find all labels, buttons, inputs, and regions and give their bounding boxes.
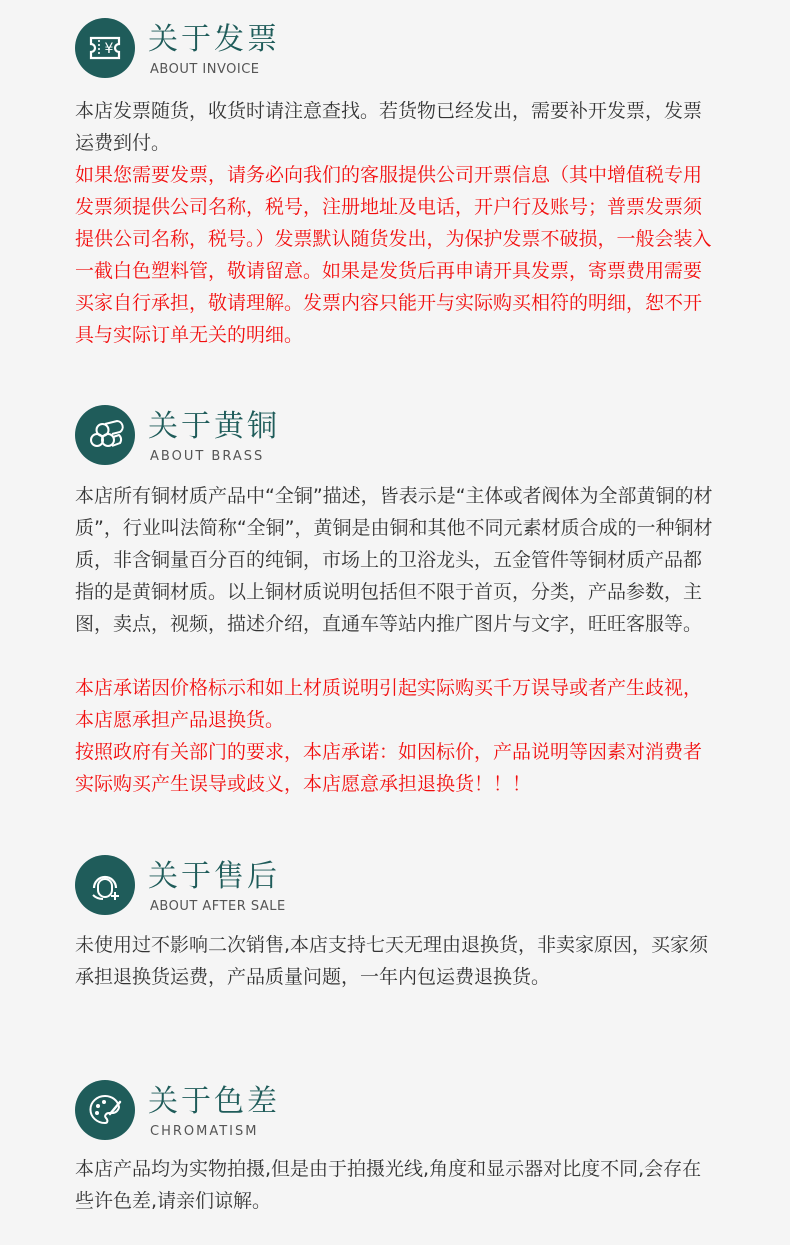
section-chromatism <box>0 1080 790 1212</box>
after-sale-paragraph: 未使用过不影响二次销售,本店支持七天无理由退换货，非卖家原因，买家须承担退换货运费，产品质量问题，一年内包运费退换货。 <box>75 934 709 988</box>
customer-service-icon <box>75 855 135 915</box>
invoice-ticket-icon <box>75 18 135 78</box>
section-subtitle: ABOUT AFTER SALE <box>150 899 286 914</box>
brass-pipes-icon <box>75 405 135 465</box>
brass-paragraph: 本店所有铜材质产品中“全铜”描述，皆表示是“主体或者阀体为全部黄铜的材质”，行业叫法简称“全铜”，黄铜是由铜和其他不同元素材质合成的一种铜材质，非含铜量百分百的纯铜，市场上的卫浴龙头，五金管件等铜材质产品都指的是黄铜材质。以上铜材质说明包括但不限于首页，分类，产品参数，主图，卖点，视频，描述介绍，直通车等站内推广图片与文字，旺旺客服等。 <box>75 485 713 635</box>
section-title: 关于发票 <box>148 22 280 57</box>
section-after-sale <box>0 855 790 988</box>
section-header <box>0 1080 790 1142</box>
chromatism-paragraph: 本店产品均为实物拍摄,但是由于拍摄光线,角度和显示器对比度不同,会存在些许色差,请亲们谅解。 <box>75 1158 702 1212</box>
section-header <box>0 18 790 80</box>
brass-commitment-paragraph: 本店承诺因价格标示和如上材质说明引起实际购买千万误导或者产生歧视，本店愿承担产品退换货。 <box>75 677 703 731</box>
section-subtitle: CHROMATISM <box>150 1124 259 1139</box>
section-title: 关于色差 <box>148 1084 280 1119</box>
section-title: 关于售后 <box>148 859 280 894</box>
invoice-paragraph: 本店发票随货，收货时请注意查找。若货物已经发出，需要补开发票，发票运费到付。 <box>75 100 703 154</box>
section-invoice <box>0 18 790 346</box>
section-subtitle: ABOUT INVOICE <box>150 62 260 77</box>
section-title: 关于黄铜 <box>148 409 280 444</box>
section-header <box>0 855 790 917</box>
palette-icon <box>75 1080 135 1140</box>
section-brass <box>0 405 790 795</box>
invoice-notice-paragraph: 如果您需要发票，请务必向我们的客服提供公司开票信息（其中增值税专用发票须提供公司名称，税号，注册地址及电话，开户行及账号；普票发票须提供公司名称，税号。）发票默认随货发出，为保护发票不破损，一般会装入一截白色塑料管，敬请留意。如果是发货后再申请开具发票，寄票费用需要买家自行承担，敬请理解。发票内容只能开与实际购买相符的明细，恕不开具与实际订单无关的明细。 <box>75 164 712 346</box>
svg-text:¥: ¥ <box>104 41 114 57</box>
section-header <box>0 405 790 467</box>
brass-government-paragraph: 按照政府有关部门的要求，本店承诺：如因标价，产品说明等因素对消费者实际购买产生误导或歧义，本店愿意承担退换货！！！ <box>75 741 703 795</box>
section-subtitle: ABOUT BRASS <box>150 449 265 464</box>
